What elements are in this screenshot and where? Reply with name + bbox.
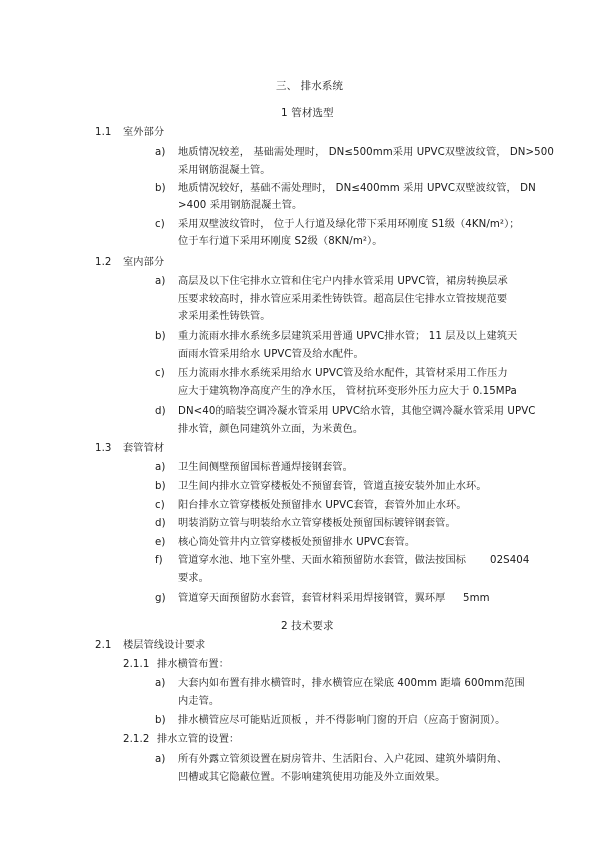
subsection-number: 1.2 — [95, 257, 112, 268]
item-mark: c) — [155, 219, 165, 230]
item-text-line: 卫生间侧壁预留国标普通焊接钢套管。 — [178, 462, 353, 473]
item-text-line: 凹槽或其它隐蔽位置。不影响建筑使用功能及外立面效果。 — [178, 772, 446, 783]
subsection-title: 排水立管的设置： — [157, 734, 240, 745]
standard-code: 02S404 — [490, 555, 530, 566]
subsection-number: 1.3 — [95, 443, 112, 454]
subsection-number: 2.1 — [95, 640, 112, 651]
item-mark: b) — [155, 331, 166, 342]
item-text-line: 所有外露立管须设置在厨房管井、生活阳台、入户花园、建筑外墙阴角、 — [178, 754, 508, 765]
subsection-title: 排水横管布置： — [157, 659, 230, 670]
subsection-number: 2.1.2 — [123, 734, 150, 745]
item-text-line: 要求。 — [178, 573, 209, 584]
item-text-line: 管道穿水池、地下室外壁、天面水箱预留防水套管，做法按国标 — [178, 555, 467, 566]
item-text-line: 应大于建筑物净高度产生的净水压， 管材抗环变形外压力应大于 0.15MPa — [178, 386, 517, 397]
item-text-line: 求采用柔性铸铁管。 — [178, 311, 271, 322]
item-text-line: 阳台排水立管穿楼板处预留排水 UPVC套管，套管外加止水环。 — [178, 500, 467, 511]
item-mark: b) — [155, 715, 166, 726]
subsection-title: 套管管材 — [123, 443, 165, 454]
item-text-line: 地质情况较差， 基础需处理时， DN≤500mm采用 UPVC双壁波纹管， DN>500 — [178, 147, 554, 158]
item-mark: b) — [155, 183, 166, 194]
item-text-line: DN<40的暗装空调冷凝水管采用 UPVC给水管，其他空调冷凝水管采用 UPVC — [178, 406, 536, 417]
item-text-line: 面雨水管采用给水 UPVC管及给水配件。 — [178, 349, 364, 360]
item-mark: c) — [155, 368, 165, 379]
item-text-line: 压力流雨水排水系统采用给水 UPVC管及给水配件，其管材采用工作压力 — [178, 368, 508, 379]
item-mark: d) — [155, 406, 166, 417]
item-mark: a) — [155, 462, 166, 473]
item-mark: a) — [155, 276, 166, 287]
item-text-line: 高层及以下住宅排水立管和住宅户内排水管采用 UPVC管，裙房转换层承 — [178, 276, 508, 287]
section-heading: 1 管材选型 — [281, 107, 334, 119]
item-text-line: 排水管，颜色同建筑外立面，为米黄色。 — [178, 424, 364, 435]
item-mark: b) — [155, 481, 166, 492]
item-text-line: 明装消防立管与明装给水立管穿楼板处预留国标镀锌钢套管。 — [178, 518, 456, 529]
item-text-line: 地质情况较好，基础不需处理时， DN≤400mm 采用 UPVC双壁波纹管， DN — [178, 183, 536, 194]
item-mark: a) — [155, 147, 166, 158]
item-text-line: 采用钢筋混凝土管。 — [178, 165, 271, 176]
item-text-line: 压要求较高时，排水管应采用柔性铸铁管。超高层住宅排水立管按规范要 — [178, 294, 508, 305]
item-text-line: 核心筒处管井内立管穿楼板处预留排水 UPVC套管。 — [178, 537, 416, 548]
item-mark: c) — [155, 500, 165, 511]
item-text-line: 内走管。 — [178, 696, 220, 707]
subsection-title: 室内部分 — [123, 257, 165, 268]
chapter-title: 三、 排水系统 — [276, 80, 344, 92]
item-text-line: 卫生间内排水立管穿楼板处不预留套管，管道直接安装外加止水环。 — [178, 481, 487, 492]
item-text-line: 位于车行道下采用环刚度 S2级（8KN/m²）。 — [178, 236, 383, 247]
item-text-line: 采用双壁波纹管时， 位于人行道及绿化带下采用环刚度 S1级（4KN/m²）； — [178, 219, 520, 230]
item-mark: a) — [155, 678, 166, 689]
subsection-number: 1.1 — [95, 127, 112, 138]
item-text-line: >400 采用钢筋混凝土管。 — [178, 200, 303, 211]
item-mark: g) — [155, 593, 166, 604]
subsection-number: 2.1.1 — [123, 659, 150, 670]
item-text-line: 管道穿天面预留防水套管，套管材料采用焊接钢管，翼环厚 — [178, 593, 446, 604]
item-mark: d) — [155, 518, 166, 529]
item-text-line: 大套内如布置有排水横管时，排水横管应在梁底 400mm 距墙 600mm范围 — [178, 678, 525, 689]
thickness-value: 5mm — [463, 593, 490, 604]
item-text-line: 重力流雨水排水系统多层建筑采用普通 UPVC排水管； 11 层及以上建筑天 — [178, 331, 518, 342]
subsection-title: 楼层管线设计要求 — [123, 640, 206, 651]
item-mark: f) — [155, 555, 163, 566]
subsection-title: 室外部分 — [123, 127, 165, 138]
item-mark: e) — [155, 537, 166, 548]
item-mark: a) — [155, 754, 166, 765]
section-heading: 2 技术要求 — [281, 620, 334, 632]
item-text-line: 排水横管应尽可能贴近顶板 ，并不得影响门窗的开启（应高于窗洞顶）。 — [178, 715, 506, 726]
